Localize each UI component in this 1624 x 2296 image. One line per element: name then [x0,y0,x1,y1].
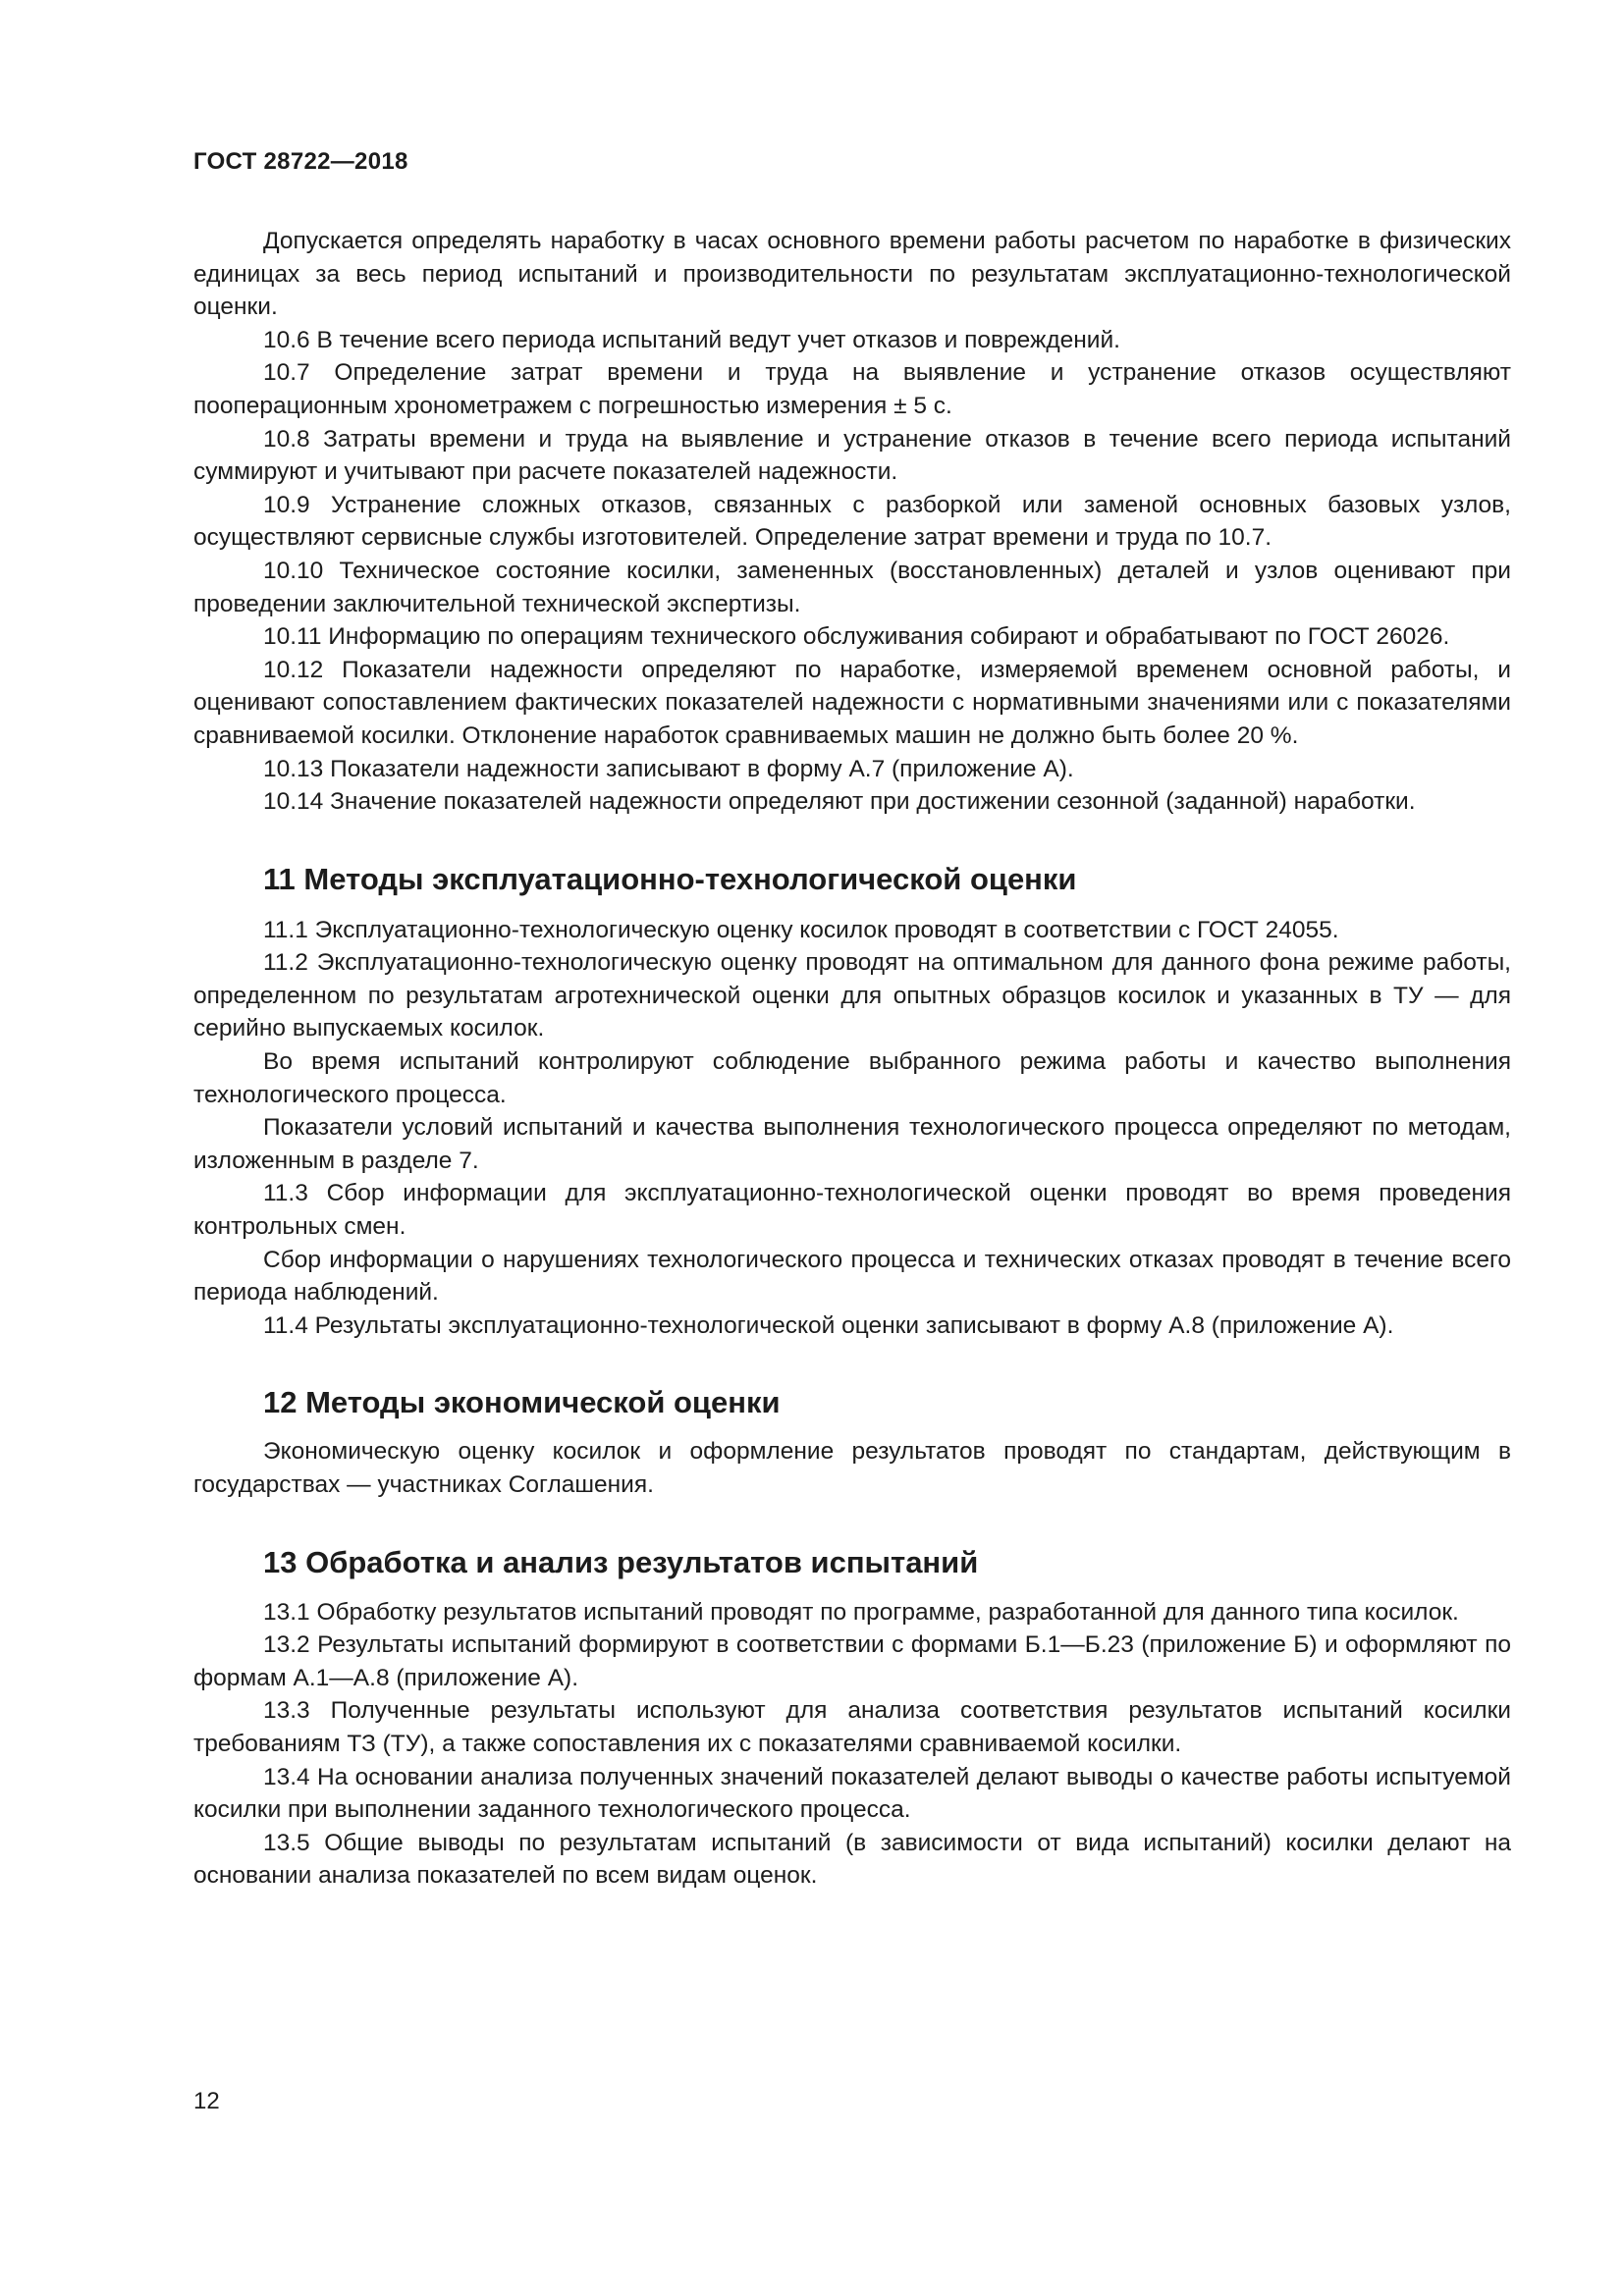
paragraph: Сбор информации о нарушениях технологического процесса и технических отказах проводят в течение всего периода наблюдений. [193,1246,1511,1307]
paragraph: Допускается определять наработку в часах основного времени работы расчетом по наработке в физических единицах за весь период испытаний и производительности по результатам эксплуатационно-технологической оценки. [193,228,1511,321]
paragraph: 13.3 Полученные результаты используют для анализа соответствия результатов испытаний косилки требованиям ТЗ (ТУ), а также сопоставления их с показателями сравниваемой косилки. [193,1697,1511,1757]
page-content [193,225,1511,1893]
paragraph: 10.7 Определение затрат времени и труда на выявление и устранение отказов осуществляют пооперационным хронометражем с погрешностью измерения ± 5 с. [193,359,1511,419]
paragraph: 10.14 Значение показателей надежности определяют при достижении сезонной (заданной) наработки. [263,788,1416,816]
paragraph: 10.13 Показатели надежности записывают в форму А.7 (приложение А). [263,755,1074,782]
document-header: ГОСТ 28722—2018 [193,148,408,175]
paragraph: 10.6 В течение всего периода испытаний ведут учет отказов и повреждений. [263,326,1120,353]
paragraph: 10.10 Техническое состояние косилки, замененных (восстановленных) деталей и узлов оценивают при проведении заключительной технической экспертизы. [193,557,1511,617]
section-11-title: 11 Методы эксплуатационно-технологической оценки [263,861,1077,896]
section-13-title: 13 Обработка и анализ результатов испытаний [263,1544,979,1579]
paragraph: 13.2 Результаты испытаний формируют в соответствии с формами Б.1—Б.23 (приложение Б) и оформляют по формам А.1—А.8 (приложение А). [193,1631,1511,1691]
paragraph: 13.4 На основании анализа полученных значений показателей делают выводы о качестве работы испытуемой косилки при выполнении заданного технологического процесса. [193,1763,1511,1824]
section-10-continuation [193,225,1511,819]
paragraph: 10.8 Затраты времени и труда на выявление и устранение отказов в течение всего периода испытаний суммируют и учитывают при расчете показателей надежности. [193,425,1511,486]
paragraph: 10.12 Показатели надежности определяют по наработке, измеряемой временем основной работы, и оценивают сопоставлением фактических показателей надежности с нормативными значениями или с показателями сравниваемой косилки. Отклонение наработок сравниваемых машин не должно быть более 20 %. [193,656,1511,749]
section-13-body [193,1596,1511,1893]
section-11-body [193,914,1511,1343]
paragraph: Экономическую оценку косилок и оформление результатов проводят по стандартам, действующим в государствах — участниках Соглашения. [193,1438,1511,1498]
section-12-body [193,1435,1511,1501]
paragraph: 11.4 Результаты эксплуатационно-технологической оценки записывают в форму А.8 (приложение А). [263,1311,1394,1339]
paragraph: 10.9 Устранение сложных отказов, связанных с разборкой или заменой основных базовых узлов, осуществляют сервисные службы изготовителей. Определение затрат времени и труда по 10.7. [193,491,1511,552]
page-number: 12 [193,2088,220,2114]
paragraph: 10.11 Информацию по операциям технического обслуживания собирают и обрабатывают по ГОСТ 26026. [263,623,1450,651]
paragraph: 11.1 Эксплуатационно-технологическую оценку косилок проводят в соответствии с ГОСТ 24055. [263,916,1339,943]
paragraph: 13.5 Общие выводы по результатам испытаний (в зависимости от вида испытаний) косилки делают на основании анализа показателей по всем видам оценок. [193,1829,1511,1890]
paragraph: 11.3 Сбор информации для эксплуатационно-технологической оценки проводят во время проведения контрольных смен. [193,1180,1511,1241]
paragraph: Показатели условий испытаний и качества выполнения технологического процесса определяют по методам, изложенным в разделе 7. [193,1114,1511,1174]
section-12-title: 12 Методы экономической оценки [263,1385,781,1420]
paragraph: 11.2 Эксплуатационно-технологическую оценку проводят на оптимальном для данного фона режиме работы, определенном по результатам агротехнической оценки для опытных образцов косилок и указанных в ТУ — для серийно выпускаемых косилок. [193,949,1511,1042]
paragraph: 13.1 Обработку результатов испытаний проводят по программе, разработанной для данного типа косилок. [263,1598,1459,1626]
paragraph: Во время испытаний контролируют соблюдение выбранного режима работы и качество выполнения технологического процесса. [193,1048,1511,1108]
